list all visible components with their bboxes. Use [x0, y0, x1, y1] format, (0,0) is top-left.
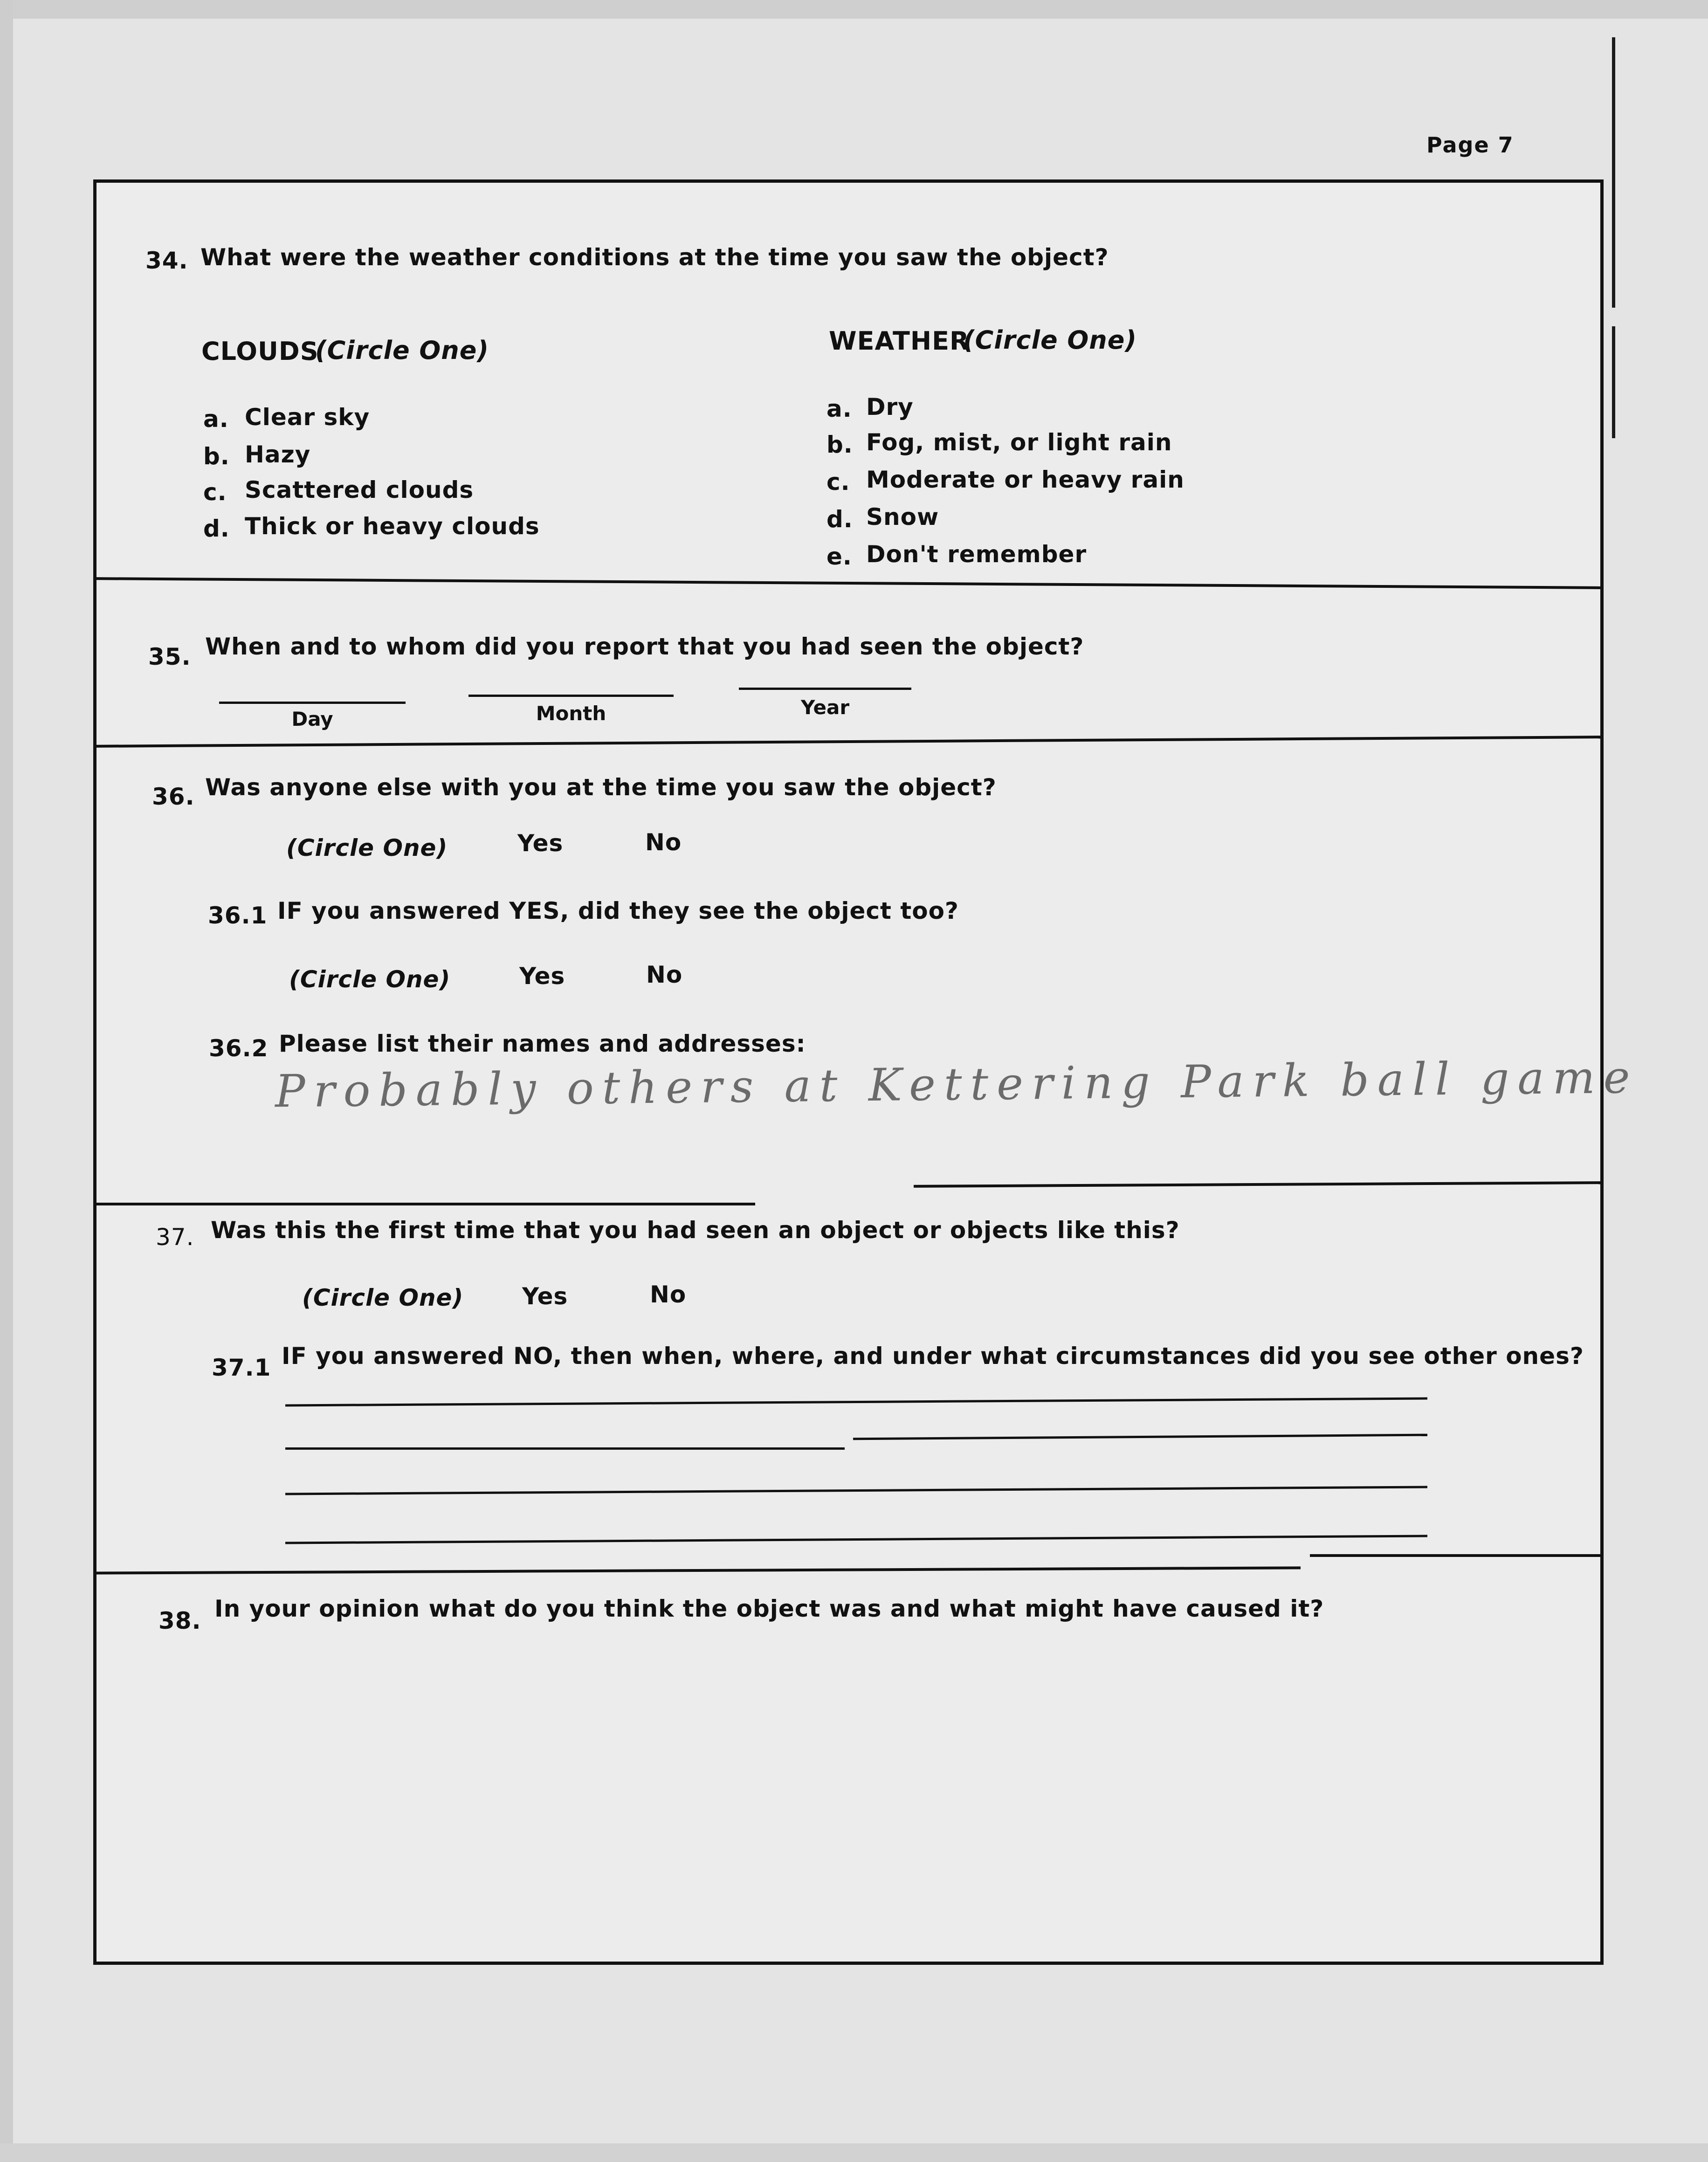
option-letter: d.	[826, 506, 853, 533]
circle-one-instruction: (Circle One)	[315, 336, 489, 365]
circle-one-instruction: (Circle One)	[302, 1284, 464, 1311]
question-number: 37.	[156, 1224, 194, 1251]
scan-margin-mark	[1612, 37, 1615, 308]
option-letter: d.	[203, 515, 230, 542]
circle-one-instruction: (Circle One)	[289, 966, 451, 993]
answer-yes[interactable]: Yes	[517, 830, 564, 857]
clouds-option-hazy[interactable]: Hazy	[245, 441, 311, 468]
option-letter: a.	[203, 406, 229, 433]
option-letter: b.	[826, 431, 853, 458]
question-number: 37.1	[212, 1354, 271, 1381]
answer-yes[interactable]: Yes	[519, 963, 565, 990]
clouds-heading: CLOUDS	[201, 337, 319, 366]
answer-yes[interactable]: Yes	[522, 1283, 568, 1310]
option-letter: c.	[203, 479, 227, 506]
weather-option-dont-remember[interactable]: Don't remember	[866, 541, 1087, 568]
answer-no[interactable]: No	[645, 829, 682, 856]
answer-line[interactable]	[285, 1447, 845, 1450]
weather-heading: WEATHER	[829, 326, 970, 356]
section-divider	[93, 1203, 755, 1205]
weather-option-fog[interactable]: Fog, mist, or light rain	[866, 429, 1172, 456]
question-text: Was anyone else with you at the time you saw the object?	[205, 774, 997, 801]
question-text: IF you answered YES, did they see the object too?	[277, 897, 959, 924]
question-text: When and to whom did you report that you had seen the object?	[205, 633, 1084, 660]
question-number: 35.	[148, 643, 191, 670]
day-field[interactable]	[219, 702, 406, 704]
handwritten-answer: Probably others at Kettering Park ball game	[275, 1051, 1639, 1118]
question-number: 36.1	[208, 902, 268, 929]
month-label: Month	[536, 702, 606, 725]
circle-one-instruction: (Circle One)	[963, 325, 1137, 355]
option-letter: e.	[826, 543, 852, 570]
month-field[interactable]	[468, 695, 674, 697]
answer-area[interactable]	[280, 1641, 1538, 1921]
question-text: What were the weather conditions at the time you saw the object?	[200, 244, 1109, 271]
scan-edge-bottom	[0, 2143, 1708, 2162]
answer-no[interactable]: No	[650, 1281, 687, 1308]
weather-option-dry[interactable]: Dry	[866, 393, 914, 420]
weather-option-snow[interactable]: Snow	[866, 503, 939, 530]
page-number: Page 7	[1426, 132, 1514, 158]
circle-one-instruction: (Circle One)	[286, 834, 448, 861]
clouds-option-clear-sky[interactable]: Clear sky	[245, 404, 370, 431]
option-letter: c.	[826, 468, 850, 496]
question-number: 38.	[158, 1607, 201, 1634]
question-text: IF you answered NO, then when, where, and under what circumstances did you see other ones?	[282, 1343, 1584, 1370]
weather-option-heavy-rain[interactable]: Moderate or heavy rain	[866, 466, 1185, 493]
question-number: 34.	[145, 247, 188, 274]
question-text: Was this the first time that you had seen an object or objects like this?	[211, 1217, 1180, 1244]
question-number: 36.	[152, 783, 195, 810]
scan-margin-mark	[1612, 326, 1615, 438]
year-label: Year	[800, 696, 850, 719]
option-letter: a.	[826, 395, 852, 422]
question-text: In your opinion what do you think the object was and what might have caused it?	[214, 1595, 1324, 1622]
scan-edge-top	[0, 0, 1708, 19]
clouds-option-thick[interactable]: Thick or heavy clouds	[245, 513, 540, 540]
scan-edge-left	[0, 0, 13, 2162]
year-field[interactable]	[739, 688, 911, 690]
answer-no[interactable]: No	[646, 961, 683, 988]
clouds-option-scattered[interactable]: Scattered clouds	[245, 476, 474, 503]
question-number: 36.2	[209, 1035, 269, 1062]
question-text: Please list their names and addresses:	[279, 1030, 806, 1057]
option-letter: b.	[203, 443, 230, 470]
section-divider	[1310, 1554, 1604, 1557]
day-label: Day	[291, 708, 333, 730]
